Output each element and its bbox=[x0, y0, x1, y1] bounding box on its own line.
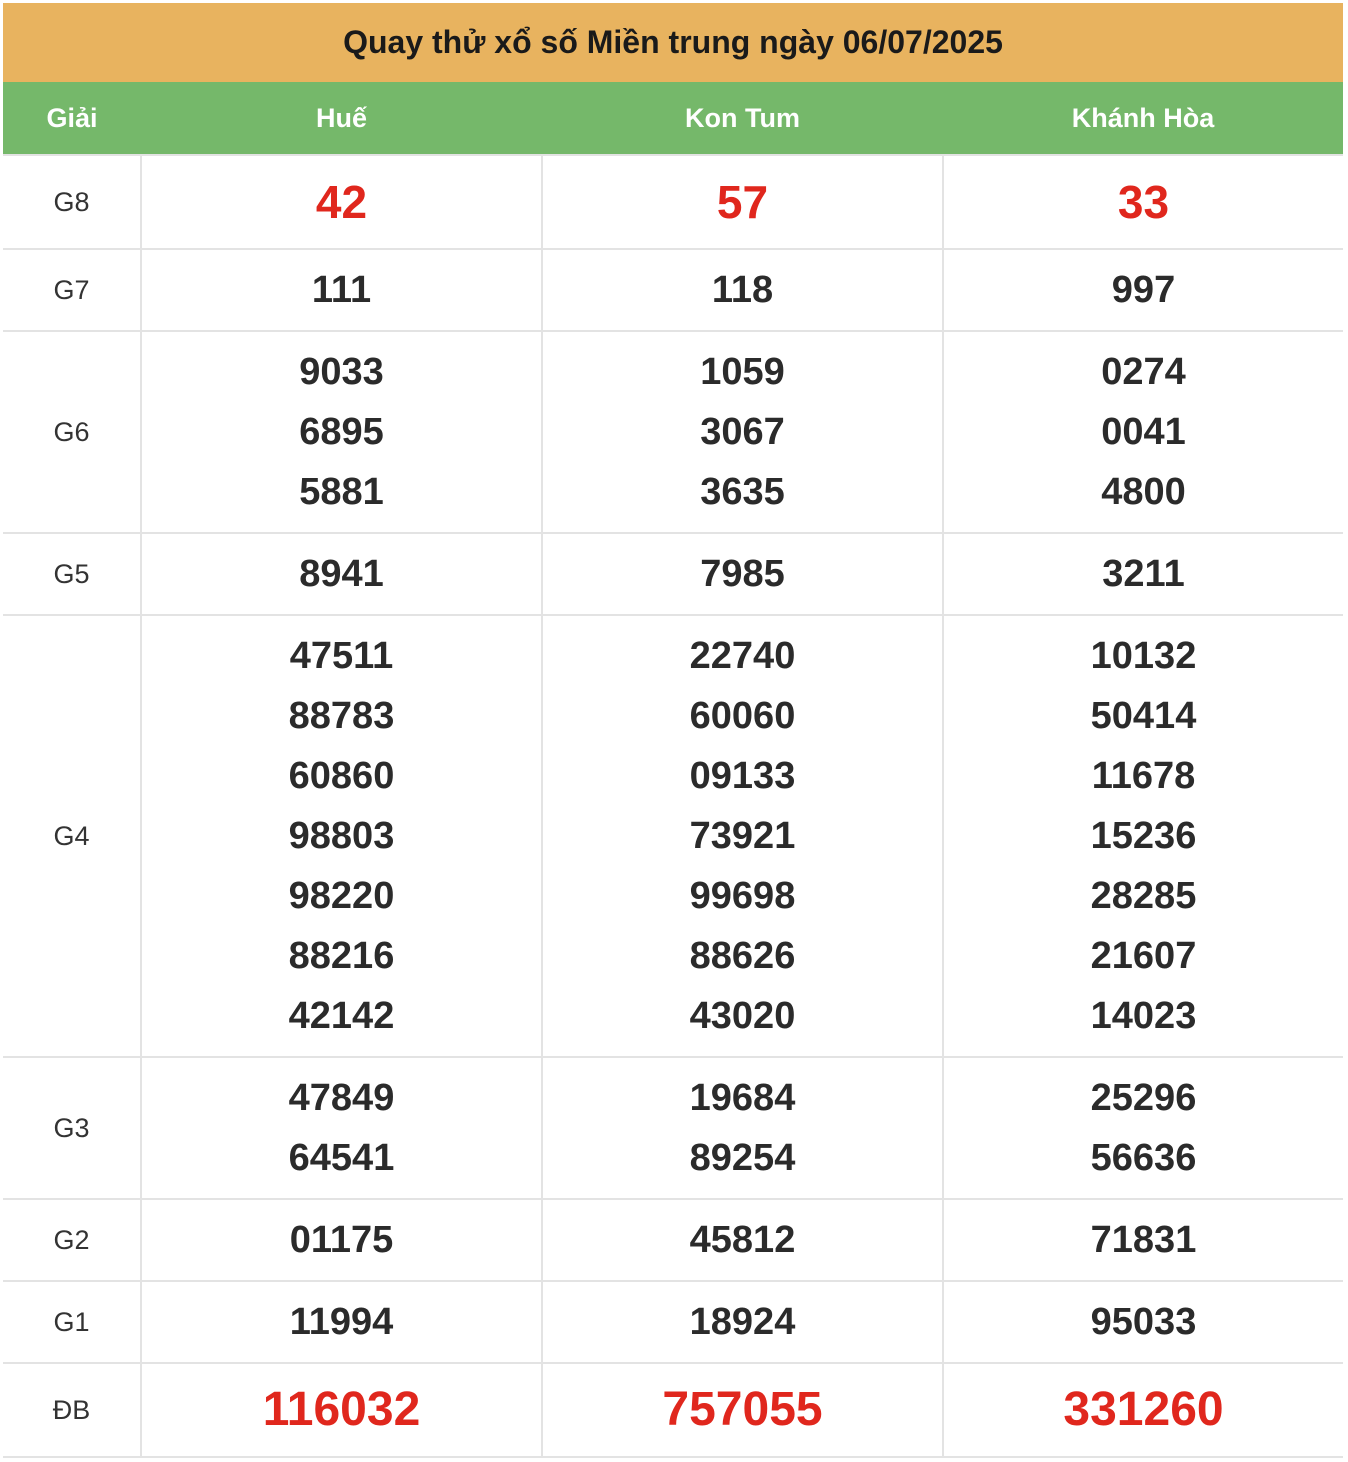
result-number: 88216 bbox=[288, 935, 395, 977]
result-number: 60060 bbox=[689, 695, 796, 737]
result-number: 7985 bbox=[700, 553, 785, 595]
result-number: 111 bbox=[311, 269, 372, 311]
result-number: 73921 bbox=[689, 815, 796, 857]
result-cell bbox=[141, 1057, 542, 1199]
result-number: 42142 bbox=[288, 995, 395, 1037]
result-number: 331260 bbox=[1063, 1383, 1224, 1436]
results-container bbox=[3, 3, 1343, 1458]
result-number: 22740 bbox=[689, 635, 796, 677]
page-title: Quay thử xổ số Miền trung ngày 06/07/2025 bbox=[3, 3, 1343, 82]
result-number: 997 bbox=[1111, 269, 1176, 311]
result-number: 4800 bbox=[1101, 471, 1186, 513]
result-cell bbox=[943, 331, 1343, 533]
results-table bbox=[3, 82, 1343, 1458]
result-cell bbox=[542, 1057, 943, 1199]
result-number: 47849 bbox=[288, 1077, 395, 1119]
result-cell bbox=[542, 331, 943, 533]
result-number: 56636 bbox=[1090, 1137, 1197, 1179]
result-cell bbox=[141, 615, 542, 1057]
result-cell bbox=[542, 155, 943, 249]
header-row bbox=[3, 82, 1343, 155]
result-number: 99698 bbox=[689, 875, 796, 917]
result-number: 3635 bbox=[700, 471, 785, 513]
row-g4 bbox=[3, 615, 1343, 1057]
result-cell bbox=[141, 533, 542, 615]
result-cell bbox=[943, 1057, 1343, 1199]
result-cell bbox=[542, 533, 943, 615]
result-number: 09133 bbox=[689, 755, 796, 797]
result-number: 0274 bbox=[1101, 351, 1186, 393]
result-cell bbox=[141, 1199, 542, 1281]
prize-label: G4 bbox=[3, 615, 141, 1057]
result-number: 50414 bbox=[1090, 695, 1197, 737]
result-number: 15236 bbox=[1090, 815, 1197, 857]
result-cell bbox=[141, 155, 542, 249]
result-cell bbox=[943, 615, 1343, 1057]
result-number: 19684 bbox=[689, 1077, 796, 1119]
result-cell bbox=[141, 1281, 542, 1363]
result-cell bbox=[542, 615, 943, 1057]
prize-label: G2 bbox=[3, 1199, 141, 1281]
result-number: 33 bbox=[1117, 176, 1170, 228]
result-number: 5881 bbox=[299, 471, 384, 513]
result-number: 1059 bbox=[700, 351, 785, 393]
result-number: 95033 bbox=[1090, 1301, 1197, 1343]
row-g5 bbox=[3, 533, 1343, 615]
prize-label: G7 bbox=[3, 249, 141, 331]
prize-label: G5 bbox=[3, 533, 141, 615]
result-cell bbox=[943, 1281, 1343, 1363]
result-cell bbox=[141, 1363, 542, 1457]
result-number: 116032 bbox=[262, 1383, 421, 1436]
result-cell bbox=[943, 1199, 1343, 1281]
row-g2 bbox=[3, 1199, 1343, 1281]
prize-label: G6 bbox=[3, 331, 141, 533]
result-number: 0041 bbox=[1101, 411, 1186, 453]
result-cell bbox=[141, 331, 542, 533]
result-number: 11678 bbox=[1091, 755, 1196, 797]
result-cell bbox=[943, 1363, 1343, 1457]
result-number: 43020 bbox=[689, 995, 796, 1037]
result-number: 28285 bbox=[1090, 875, 1197, 917]
result-number: 6895 bbox=[299, 411, 384, 453]
result-number: 57 bbox=[716, 176, 769, 228]
result-cell bbox=[141, 249, 542, 331]
result-cell bbox=[542, 1363, 943, 1457]
row-g6 bbox=[3, 331, 1343, 533]
result-number: 89254 bbox=[689, 1137, 796, 1179]
result-number: 98220 bbox=[288, 875, 395, 917]
result-number: 11994 bbox=[289, 1301, 394, 1343]
result-number: 64541 bbox=[288, 1137, 395, 1179]
result-number: 88783 bbox=[288, 695, 395, 737]
result-number: 9033 bbox=[299, 351, 384, 393]
result-number: 10132 bbox=[1090, 635, 1197, 677]
result-cell bbox=[943, 249, 1343, 331]
result-number: 71831 bbox=[1090, 1219, 1197, 1261]
prize-label: G1 bbox=[3, 1281, 141, 1363]
result-cell bbox=[542, 249, 943, 331]
result-number: 45812 bbox=[689, 1219, 796, 1261]
result-number: 47511 bbox=[289, 635, 394, 677]
result-number: 88626 bbox=[689, 935, 796, 977]
result-number: 118 bbox=[711, 269, 774, 311]
result-number: 60860 bbox=[288, 755, 395, 797]
header-prize: Giải bbox=[3, 82, 141, 155]
result-number: 01175 bbox=[289, 1219, 394, 1261]
prize-label: G3 bbox=[3, 1057, 141, 1199]
row-special-prize bbox=[3, 1363, 1343, 1457]
header-province-hue: Huế bbox=[141, 82, 542, 155]
prize-label: G8 bbox=[3, 155, 141, 249]
row-g3 bbox=[3, 1057, 1343, 1199]
header-province-kon-tum: Kon Tum bbox=[542, 82, 943, 155]
result-cell bbox=[542, 1281, 943, 1363]
result-number: 8941 bbox=[299, 553, 384, 595]
result-number: 3211 bbox=[1102, 553, 1185, 595]
result-number: 757055 bbox=[662, 1383, 823, 1436]
result-cell bbox=[542, 1199, 943, 1281]
result-number: 25296 bbox=[1090, 1077, 1197, 1119]
result-cell bbox=[943, 533, 1343, 615]
result-number: 14023 bbox=[1090, 995, 1197, 1037]
result-number: 98803 bbox=[288, 815, 395, 857]
prize-label: ĐB bbox=[3, 1363, 141, 1457]
row-g8 bbox=[3, 155, 1343, 249]
result-number: 3067 bbox=[700, 411, 785, 453]
row-g7 bbox=[3, 249, 1343, 331]
row-g1 bbox=[3, 1281, 1343, 1363]
result-number: 18924 bbox=[689, 1301, 796, 1343]
result-number: 21607 bbox=[1090, 935, 1197, 977]
result-number: 42 bbox=[315, 176, 368, 228]
result-cell bbox=[943, 155, 1343, 249]
header-province-khanh-hoa: Khánh Hòa bbox=[943, 82, 1343, 155]
